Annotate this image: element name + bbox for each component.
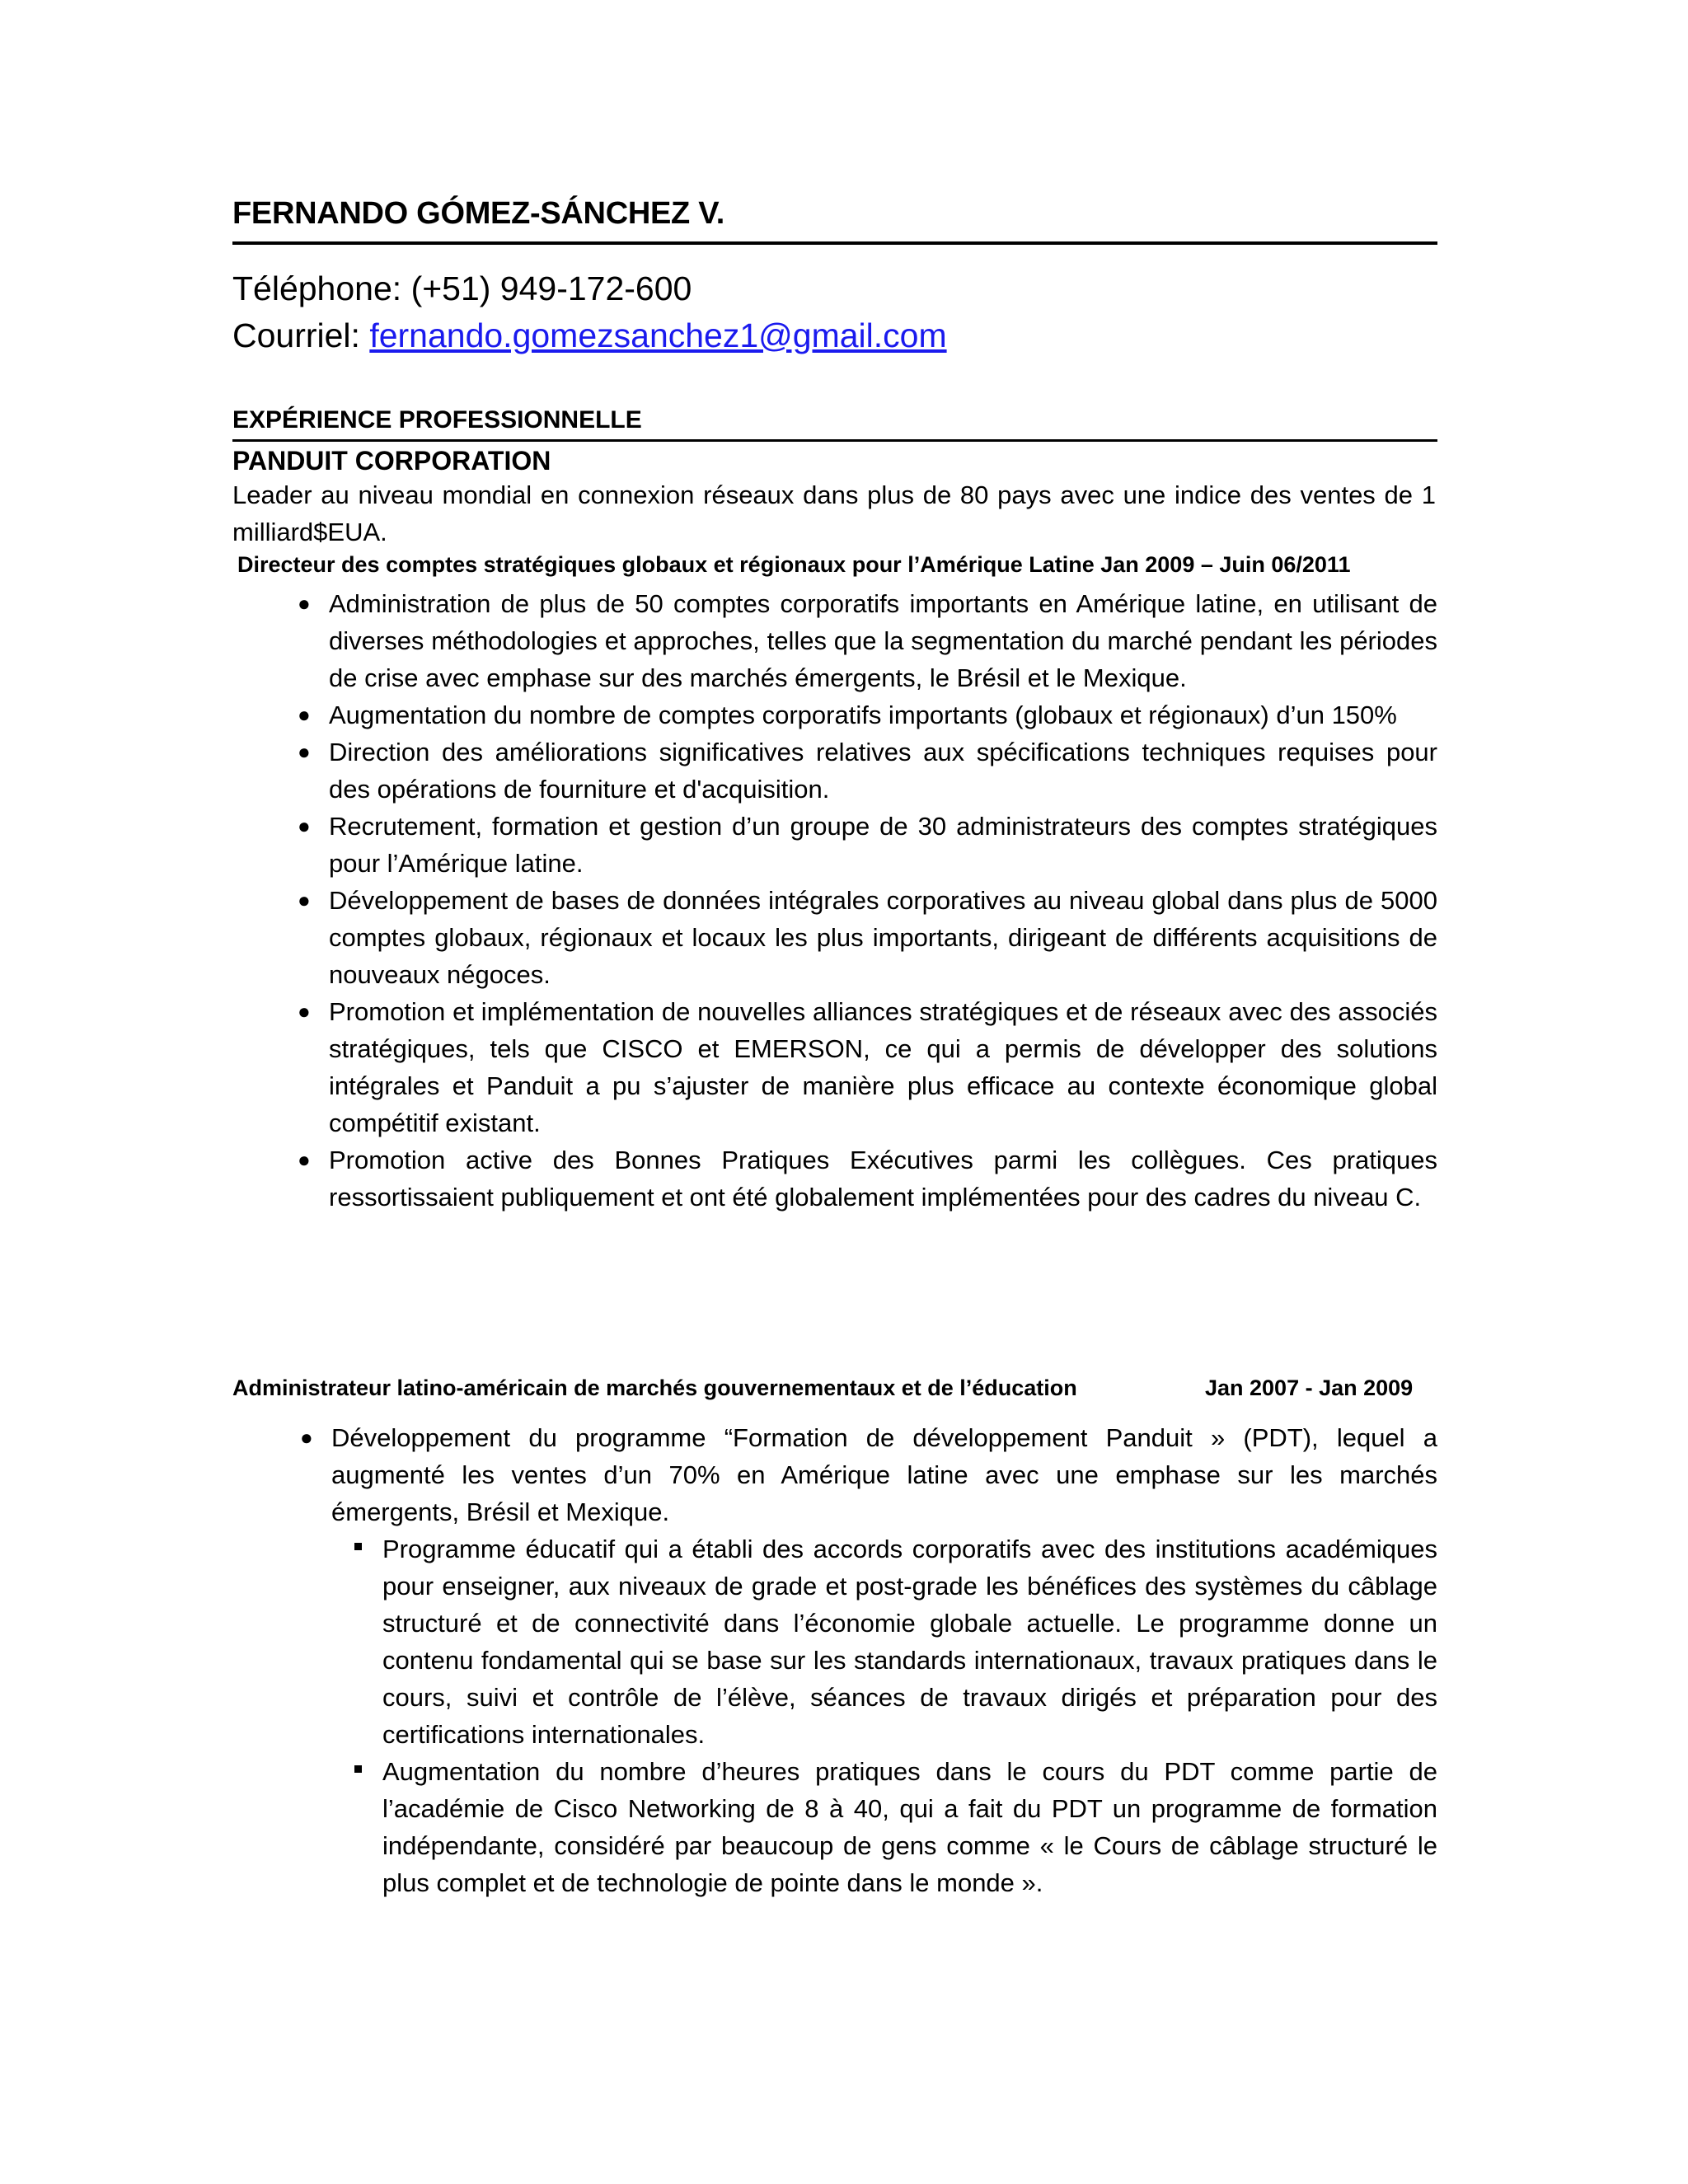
bullet-icon: ● xyxy=(298,702,311,727)
role-title-administrator xyxy=(232,1376,1419,1401)
list-item: ● Promotion et implémentation de nouvelles alliances stratégiques et de réseaux avec des associés stratégiques, tels que CISCO et EMERSON, ce qui a permis de développer des solutions intégrales et Panduit a pu s’ajuster de manière plus efficace au contexte économique global compétitif existant. xyxy=(329,993,1437,1141)
list-item: ● Développement du programme “Formation de développement Panduit » (PDT), lequel a augmenté les ventes d’un 70% en Amérique latine avec une emphase sur les marchés émergents, Brésil et Mexique. Programme éducatif qui a établi des accords corporatifs avec des institutions académiques pour enseigner, aux niveaux de grade et post-grade les bénéfices des systèmes du câblage structuré et de connectivité dans l’économie globale actuelle. Le programme donne un contenu fondamental qui se base sur les standards internationaux, travaux pratiques dans le cours, suivi et contrôle de l’élève, séances de travaux dirigés et préparation pour des certifications internationales. Augmentation du nombre d’heures pratiques dans le cours du PDT comme partie de l’académie de Cisco Networking de 8 à 40, qui a fait du PDT un programme de formation indépendante, considéré par beaucoup de gens comme « le Cours de câblage structuré le plus complet et de technologie de pointe dans le monde ». xyxy=(331,1419,1437,1901)
list-item: ● Développement de bases de données intégrales corporatives au niveau global dans plus de 5000 comptes globaux, régionaux et locaux les plus importants, dirigeant de différents acquisitions de nouveaux négoces. xyxy=(329,882,1437,993)
candidate-name: FERNANDO GÓMEZ-SÁNCHEZ V. xyxy=(232,196,725,231)
role2-title: Administrateur latino-américain de marchés gouvernementaux et de l’éducation xyxy=(232,1376,1077,1400)
bullet-icon: ● xyxy=(298,999,311,1024)
section-divider xyxy=(232,439,1437,442)
list-item: ● Augmentation du nombre de comptes corporatifs importants (globaux et régionaux) d’un 150% xyxy=(329,696,1437,733)
email-link[interactable]: fernando.gomezsanchez1@gmail.com xyxy=(369,316,947,354)
list-item: ● Promotion active des Bonnes Pratiques Exécutives parmi les collègues. Ces pratiques ressortissaient publiquement et ont été globalement implémentées pour des cadres du niveau C. xyxy=(329,1141,1437,1216)
role2-bullet-list xyxy=(300,1419,1437,1901)
square-bullet-icon xyxy=(354,1765,362,1773)
bullet-icon: ● xyxy=(298,888,311,912)
list-item: Programme éducatif qui a établi des accords corporatifs avec des institutions académiques pour enseigner, aux niveaux de grade et post-grade les bénéfices des systèmes du câblage structuré et de connectivité dans l’économie globale actuelle. Le programme donne un contenu fondamental qui se base sur les standards internationaux, travaux pratiques dans le cours, suivi et contrôle de l’élève, séances de travaux dirigés et préparation pour des certifications internationales. xyxy=(382,1530,1437,1753)
role-title-director: Directeur des comptes stratégiques globaux et régionaux pour l’Amérique Latine Jan 2009 – Juin 06/2011 xyxy=(237,552,1351,577)
role2-sub-bullet-list xyxy=(331,1530,1437,1901)
name-divider xyxy=(232,241,1437,245)
bullet-icon: ● xyxy=(298,813,311,838)
list-item: ● Direction des améliorations significatives relatives aux spécifications techniques requises pour des opérations de fourniture et d'acquisition. xyxy=(329,733,1437,808)
phone-label: Téléphone: xyxy=(232,269,411,307)
phone-line xyxy=(232,269,692,307)
role1-bullet-list xyxy=(298,585,1437,1216)
list-item: ● Recrutement, formation et gestion d’un groupe de 30 administrateurs des comptes stratégiques pour l’Amérique latine. xyxy=(329,808,1437,882)
list-item: ● Administration de plus de 50 comptes corporatifs importants en Amérique latine, en utilisant de diverses méthodologies et approches, telles que la segmentation du marché pendant les périodes de crise avec emphase sur des marchés émergents, le Brésil et le Mexique. xyxy=(329,585,1437,696)
email-line xyxy=(232,316,947,354)
email-label: Courriel: xyxy=(232,316,370,354)
square-bullet-icon xyxy=(354,1543,362,1550)
bullet-icon: ● xyxy=(300,1425,313,1450)
bullet-icon: ● xyxy=(298,591,311,616)
bullet-icon: ● xyxy=(298,1147,311,1172)
role2-dates: Jan 2007 - Jan 2009 xyxy=(1205,1376,1414,1400)
section-title-experience: EXPÉRIENCE PROFESSIONNELLE xyxy=(232,406,642,434)
company-description: Leader au niveau mondial en connexion réseaux dans plus de 80 pays avec une indice des ventes de 1 milliard$EUA. xyxy=(232,480,1436,546)
list-item: Augmentation du nombre d’heures pratiques dans le cours du PDT comme partie de l’académie de Cisco Networking de 8 à 40, qui a fait du PDT un programme de formation indépendante, considéré par beaucoup de gens comme « le Cours de câblage structuré le plus complet et de technologie de pointe dans le monde ». xyxy=(382,1753,1437,1901)
bullet-icon: ● xyxy=(298,739,311,764)
company-name: PANDUIT CORPORATION xyxy=(232,446,551,476)
phone-number: (+51) 949-172-600 xyxy=(410,269,692,307)
